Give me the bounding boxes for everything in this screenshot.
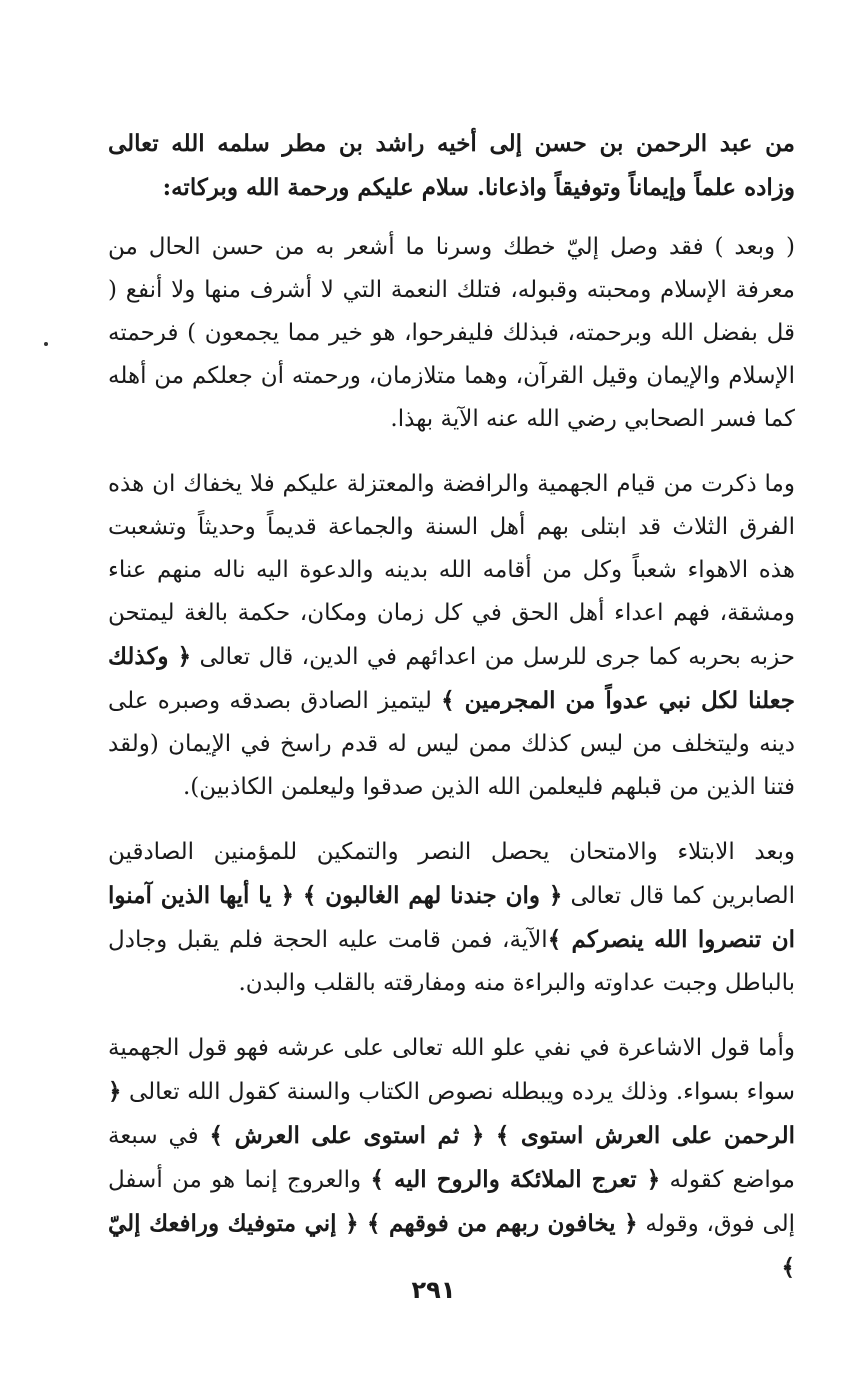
quoted-verse: ﴿ وكذلك جعلنا لكل نبي عدواً من المجرمين ﴾ [108,643,795,714]
paragraph-4 [108,831,795,1005]
paragraph-2 [108,226,795,441]
paragraph-1 [108,122,795,210]
paragraph-text: وأما قول الاشاعرة في نفي علو الله تعالى على عرشه فهو قول الجهمية سواء بسواء. وذلك يرده ويبطله نصوص الكتاب والسنة كقول الله تعالى [108,1035,795,1105]
quoted-verse: من عبد الرحمن بن حسن إلى أخيه راشد بن مطر سلمه الله تعالى وزاده علماً وإيماناً وتوفيقاً واذعانا. سلام عليكم ورحمة الله وبركاته: [108,130,795,201]
quoted-verse: ﴿ وان جندنا لهم الغالبون ﴾ ﴿ يا أيها الذين آمنوا ان تنصروا الله ينصركم ﴾ [108,882,795,953]
paragraph-text: وما ذكرت من قيام الجهمية والرافضة والمعتزلة عليكم فلا يخفاك ان هذه الفرق الثلاث قد ابتلى بهم أهل السنة والجماعة قديماً وحديثاً وتشعبت هذه الاهواء شعباً وكل من أقامه الله بدينه والدعوة اليه ناله منهم عناء ومشقة، فهم اعداء أهل الحق في كل زمان ومكان، حكمة بالغة ليمتحن حزبه بحربه كما جرى للرسل من اعدائهم في الدين، قال تعالى [108,471,795,670]
paragraph-3 [108,463,795,809]
paragraph-text: في سبعة مواضع كقوله [108,1123,796,1193]
quoted-verse: ﴿ الرحمن على العرش استوى ﴾ ﴿ ثم استوى على العرش ﴾ [108,1078,795,1149]
paragraph-text: والعروج إنما هو من أسفل إلى فوق، وقوله [108,1167,796,1237]
quoted-verse: ﴿ يخافون ربهم من فوقهم ﴾ ﴿ إني متوفيك ورافعك إليّ ﴾ [108,1210,795,1281]
paragraph-text: وبعد الابتلاء والامتحان يحصل النصر والتمكين للمؤمنين الصادقين الصابرين كما قال تعالى [108,839,795,909]
page-number: ٢٩١ [411,1276,456,1304]
margin-dot [44,342,48,346]
body-text [108,122,795,1312]
paragraph-text: الآية، فمن قامت عليه الحجة فلم يقبل وجادل بالباطل وجبت عداوته والبراءة منه ومفارقته بالقلب والبدن. [108,927,795,996]
quoted-verse: ﴿ تعرج الملائكة والروح اليه ﴾ [370,1166,661,1193]
paragraph-text: ليتميز الصادق بصدقه وصبره على دينه وليتخلف من ليس كذلك ممن ليس له قدم راسخ في الإيمان (ولقد فتنا الذين من قبلهم فليعلمن الله الذين صدقوا وليعلمن الكاذبين). [108,688,795,800]
paragraph-text: ( وبعد ) فقد وصل إليّ خطك وسرنا ما أشعر به من حسن الحال من معرفة الإسلام ومحبته وقبوله، فتلك النعمة التي لا أشرف منها ولا أنفع ( قل بفضل الله وبرحمته، فبذلك فليفرحوا، هو خير مما يجمعون ) فرحمته الإسلام والإيمان وقيل القرآن، وهما متلازمان، ورحمته أن جعلكم من أهله كما فسر الصحابي رضي الله عنه الآية بهذا. [108,234,795,432]
paragraph-5 [108,1027,795,1290]
